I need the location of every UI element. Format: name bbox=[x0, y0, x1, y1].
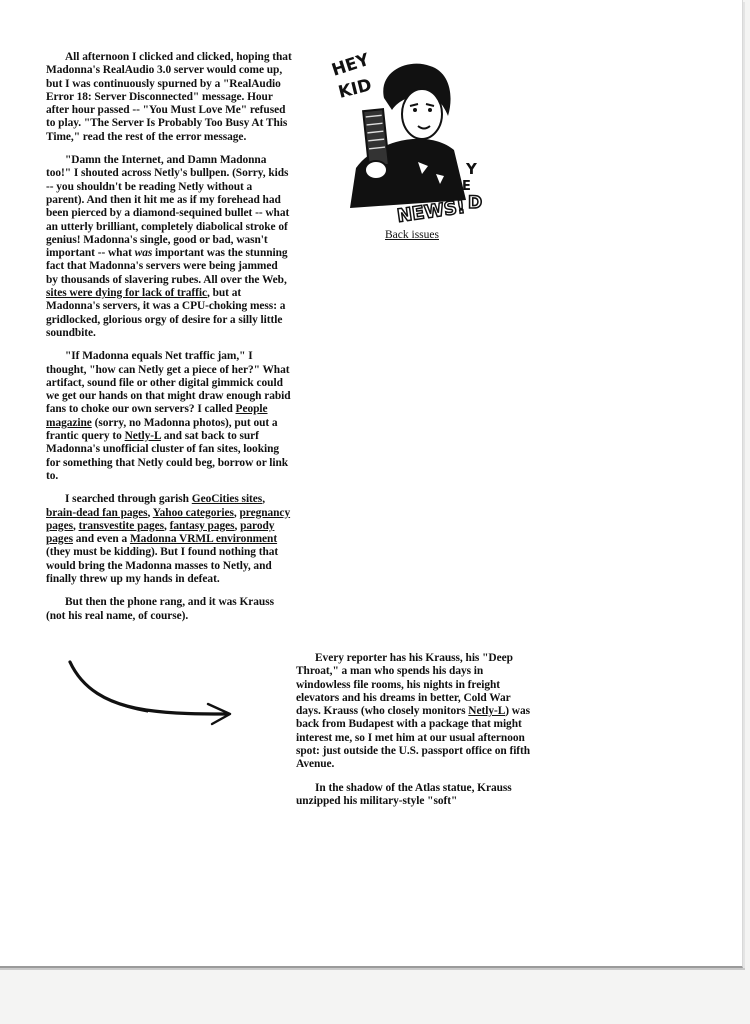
link-parody-pages[interactable]: parody pages bbox=[46, 519, 275, 546]
link-people-magazine[interactable]: People magazine bbox=[46, 403, 268, 429]
paragraph-5 bbox=[46, 596, 292, 623]
back-issues-link[interactable]: Back issues bbox=[385, 229, 439, 241]
separator: , bbox=[164, 519, 170, 532]
lettering-hey: HEY bbox=[329, 50, 372, 81]
paragraph-3-text-b: (sorry, no Madonna photos), put out a frantic query to bbox=[46, 416, 278, 443]
paragraph-2-italic-was: was bbox=[134, 247, 153, 260]
separator: , bbox=[72, 519, 79, 532]
paragraph-5-text: But then the phone rang, and it was Krauss (not his real name, of course). bbox=[46, 596, 274, 622]
paragraph-2 bbox=[46, 154, 292, 340]
paragraph-2-text-a: "Damn the Internet, and Damn Madonna too!" I shouted across Netly's bullpen. (Sorry, kids -- you shouldn't be reading Netly without a parent). And then it hit me as if my forehead had been pierced by a diamond-sequined bullet -- what an utterly brilliant, completely diabolical stroke of genius! Madonna's single, good or bad, wasn't important -- what bbox=[46, 154, 290, 260]
paragraph-3-text-a: "If Madonna equals Net traffic jam," I thought, "how can Netly get a piece of her?" What artifact, sound file or other digital gimmick could we get our hands on that might draw enough rabid fans to choke our own servers? I called bbox=[46, 350, 291, 416]
left-text-column bbox=[46, 51, 292, 633]
paragraph-7-text: In the shadow of the Atlas statue, Krauss unzipped his military-style "soft" bbox=[296, 781, 512, 807]
lettering-y: Y bbox=[466, 160, 477, 178]
link-transvestite-pages[interactable]: transvestite pages bbox=[78, 519, 165, 532]
lettering-kid: KID bbox=[336, 75, 374, 103]
paragraph-4-text-c: (they must be kidding). But I found nothing that would bring the Madonna masses to Netly, and finally threw up my hands in defeat. bbox=[46, 546, 279, 585]
link-fantasy-pages[interactable]: fantasy pages bbox=[169, 519, 235, 532]
paragraph-6-text-b: ) was back from Budapest with a package that might interest me, so I met him at our usual afternoon spot: just outside the U.S. passport office on fifth Avenue. bbox=[296, 705, 531, 771]
separator: , bbox=[147, 506, 153, 519]
separator: , bbox=[233, 506, 240, 519]
lettering-d: D bbox=[468, 193, 483, 213]
paragraph-6 bbox=[296, 652, 532, 772]
paragraph-3 bbox=[46, 350, 292, 483]
link-yahoo-categories[interactable]: Yahoo categories bbox=[152, 506, 234, 519]
link-netly-l-2[interactable]: Netly-L bbox=[468, 705, 506, 718]
paragraph-4-text-b: and even a bbox=[72, 533, 130, 546]
paragraph-1 bbox=[46, 51, 292, 144]
paragraph-7 bbox=[296, 782, 532, 809]
link-sites-dying[interactable]: sites were dying for lack of traffic bbox=[46, 287, 208, 300]
separator: , bbox=[234, 519, 241, 532]
hey-kid-illustration[interactable] bbox=[326, 50, 496, 228]
separator: , bbox=[262, 493, 266, 506]
paragraph-6-text-a: Every reporter has his Krauss, his "Deep Throat," a man who spends his days in windowless file rooms, his nights in freight elevators and his dreams in better, Cold War days. Krauss (who closely monitors bbox=[296, 652, 513, 718]
link-geocities-sites[interactable]: GeoCities sites bbox=[191, 493, 263, 506]
hand-drawn-arrow-icon bbox=[62, 652, 242, 732]
paragraph-1-text: All afternoon I clicked and clicked, hoping that Madonna's RealAudio 3.0 server would come up, but I was continuously spurned by a "RealAudio Error 18: Server Disconnected" message. Hour after hour passed -- "You Must Love Me" refused to play. "The Server Is Probably Too Busy At This Time," read the rest of the error message. bbox=[46, 51, 292, 143]
link-madonna-vrml[interactable]: Madonna VRML environment bbox=[129, 533, 278, 546]
paragraph-4-text-a: I searched through garish bbox=[65, 493, 192, 506]
lettering-news: NEWS! bbox=[395, 196, 467, 227]
sheet-bottom-edge bbox=[0, 968, 745, 970]
paragraph-2-text-b: important was the stunning fact that Madonna's servers were being jammed by thousands of slavering rubes. All over the Web, bbox=[46, 247, 288, 286]
lettering-e: E bbox=[462, 179, 471, 194]
right-text-column bbox=[296, 652, 532, 818]
paragraph-2-text-c: , but at Madonna's servers, it was a CPU-choking mess: a gridlocked, glorious orgy of desire for a silly little soundbite. bbox=[46, 287, 286, 339]
link-pregnancy-pages[interactable]: pregnancy pages bbox=[46, 506, 291, 532]
link-brain-dead-fan-pages[interactable]: brain-dead fan pages bbox=[46, 506, 148, 519]
link-netly-l[interactable]: Netly-L bbox=[124, 430, 161, 443]
paragraph-3-text-c: and sat back to surf Madonna's unofficial cluster of fan sites, looking for something that Netly could beg, borrow or link to. bbox=[46, 430, 289, 482]
paragraph-4 bbox=[46, 493, 292, 586]
